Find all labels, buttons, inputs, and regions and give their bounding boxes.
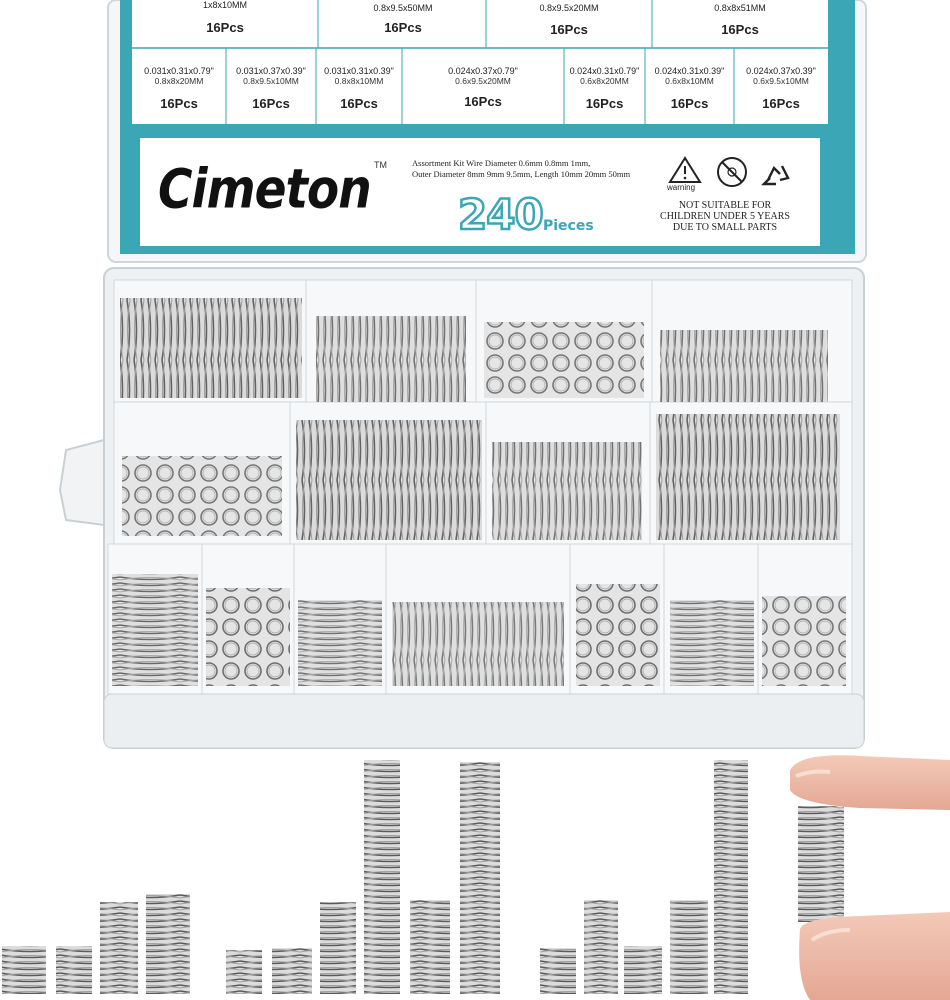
label-size: 1x8x10MM	[202, 0, 247, 10]
label-qty: 16Pcs	[384, 20, 422, 35]
label-qty: 16Pcs	[721, 22, 759, 37]
fingers-holding-spring	[790, 755, 950, 1000]
label-size-metric: 0.8x9.5x10MM	[243, 76, 299, 86]
label-size-imperial: 0.024x0.37x0.79"	[448, 66, 518, 76]
label-size-imperial: 0.031x0.31x0.39"	[324, 66, 394, 76]
label-size-metric: 0.8x8x10MM	[334, 76, 384, 86]
warning-line: CHILDREN UNDER 5 YEARS	[660, 211, 790, 222]
brand-logo: Cimeton	[158, 158, 371, 222]
label-size-metric: 0.6x8x10MM	[665, 76, 714, 86]
label-size: 0.8x9.5x50MM	[373, 3, 433, 13]
warning-line: NOT SUITABLE FOR	[678, 200, 772, 211]
label-qty: 16Pcs	[160, 96, 198, 111]
label-size-imperial: 0.024x0.31x0.79"	[569, 66, 640, 76]
label-qty: 16Pcs	[670, 96, 709, 111]
label-size: 0.8x8x51MM	[714, 3, 766, 13]
trademark-mark: TM	[374, 160, 387, 170]
label-size-imperial: 0.031x0.37x0.39"	[236, 66, 306, 76]
warning-line: DUE TO SMALL PARTS	[672, 222, 778, 233]
label-size-imperial: 0.024x0.37x0.39"	[746, 66, 816, 76]
label-qty: 16Pcs	[550, 22, 588, 37]
label-size-metric: 0.6x9.5x20MM	[455, 76, 511, 86]
label-size-imperial: 0.024x0.31x0.39"	[654, 66, 725, 76]
loose-springs	[2, 760, 748, 994]
product-description	[412, 158, 662, 180]
label-size-metric: 0.6x9.5x10MM	[753, 76, 809, 86]
label-size-metric: 0.6x8x20MM	[580, 76, 629, 86]
piece-count: 240	[458, 190, 543, 239]
label-qty: 16Pcs	[206, 20, 244, 35]
label-qty: 16Pcs	[340, 96, 378, 111]
piece-count-unit: Pieces	[543, 218, 594, 234]
warning-icon-label: warning	[667, 183, 696, 192]
label-size-metric: 0.8x8x20MM	[154, 76, 204, 86]
label-qty: 16Pcs	[252, 96, 290, 111]
label-qty: 16Pcs	[464, 94, 502, 109]
label-size: 0.8x9.5x20MM	[539, 3, 599, 13]
choking-hazard-warning	[655, 200, 795, 233]
description-line: Assortment Kit Wire Diameter 0.6mm 0.8mm 1mm,	[412, 158, 591, 168]
label-size-imperial: 0.031x0.31x0.79"	[144, 66, 214, 76]
label-qty: 16Pcs	[762, 96, 800, 111]
description-line: Outer Diameter 8mm 9mm 9.5mm, Length 10mm 20mm 50mm	[412, 169, 631, 179]
label-qty: 16Pcs	[585, 96, 624, 111]
